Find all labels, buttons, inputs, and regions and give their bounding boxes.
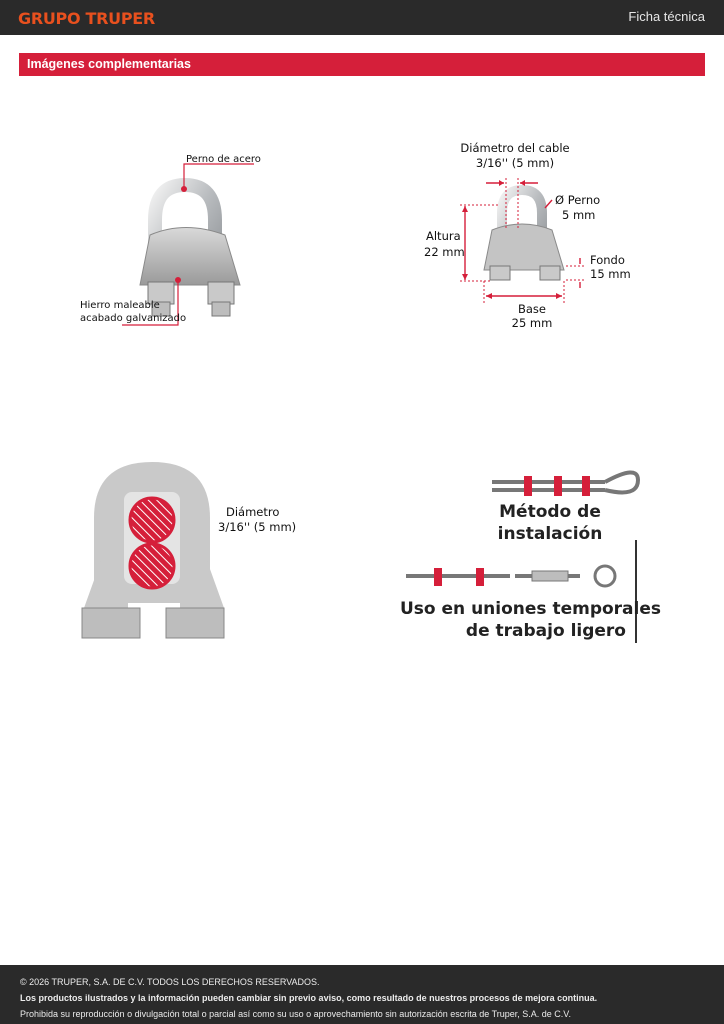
cable-diameter-value: 3/16'' (5 mm) bbox=[475, 156, 555, 170]
height-title: Altura bbox=[426, 229, 461, 243]
usage-line2: de trabajo ligero bbox=[465, 621, 626, 641]
height-value: 22 mm bbox=[424, 245, 465, 259]
top-header bbox=[0, 0, 724, 35]
materials-illustration bbox=[60, 140, 280, 340]
prohibition-text: Prohibida su reproducción o divulgación total o parcial así como su uso o aprovechamiento sin autorización escrita de Truper, S.A. de C.V. bbox=[20, 1009, 571, 1019]
depth-value: 15 mm bbox=[590, 267, 631, 281]
body-material-label-line2: acabado galvanizado bbox=[80, 313, 187, 324]
document-type: Ficha técnica bbox=[628, 9, 705, 24]
brand-logo: GRUPO TRUPER bbox=[18, 9, 155, 28]
change-notice-text: Los productos ilustrados y la información pueden cambiar sin previo aviso, como resultado de nuestros procesos de mejora continua. bbox=[20, 993, 598, 1003]
base-title: Base bbox=[517, 302, 546, 316]
legal-footer bbox=[0, 965, 724, 1024]
bolt-material-label: Perno de acero bbox=[186, 154, 261, 165]
body-material-label-line1: Hierro maleable bbox=[80, 300, 160, 311]
depth-title: Fondo bbox=[590, 253, 625, 267]
cross-section-image bbox=[80, 458, 310, 648]
copyright-text: © 2026 TRUPER, S.A. DE C.V. TODOS LOS DERECHOS RESERVADOS. bbox=[20, 977, 320, 987]
base-value: 25 mm bbox=[511, 316, 553, 330]
section-diameter-title: Diámetro bbox=[226, 505, 280, 519]
usage-illustration bbox=[400, 458, 662, 648]
dimensions-illustration bbox=[420, 138, 640, 338]
installation-method-line1: Método de bbox=[499, 502, 601, 522]
pin-diameter-title: Ø Perno bbox=[555, 193, 601, 207]
installation-method-line2: instalación bbox=[497, 524, 603, 544]
section-title: Imágenes complementarias bbox=[27, 57, 191, 71]
pin-diameter-value: 5 mm bbox=[562, 208, 596, 222]
section-view-illustration bbox=[80, 458, 310, 648]
cable-diameter-title: Diámetro del cable bbox=[460, 141, 570, 155]
section-diameter-value: 3/16'' (5 mm) bbox=[218, 520, 297, 534]
usage-line1: Uso en uniones temporales bbox=[400, 599, 662, 619]
section-header bbox=[19, 53, 705, 76]
